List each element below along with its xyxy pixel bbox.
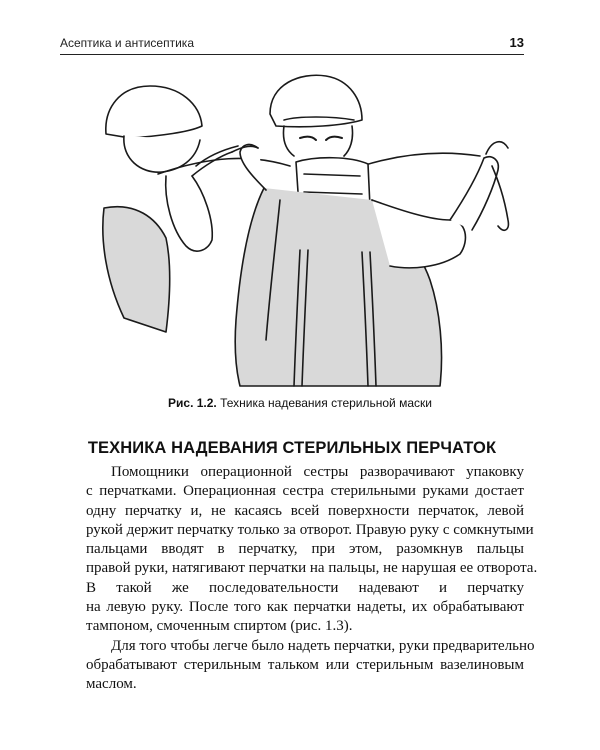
back-figure-face xyxy=(124,136,200,172)
back-figure-arm xyxy=(166,176,213,251)
body-text xyxy=(86,463,538,695)
text-line: маслом. xyxy=(86,676,137,693)
text-line: на левую руку. После того как перчатки надеты, их обрабатывают xyxy=(86,599,524,616)
caption-label: Рис. 1.2. xyxy=(168,396,217,410)
text-line: правой руки, натягивают перчатки на пальцы, не нарушая ее отворота. xyxy=(86,560,538,577)
left-arm xyxy=(240,145,266,190)
text-line: с перчатками. Операционная сестра стерильными руками достает xyxy=(86,483,524,500)
running-title: Асептика и антисептика xyxy=(60,36,194,50)
running-header xyxy=(60,34,524,55)
text-line: одну перчатку и, не касаясь всей поверхности перчаток, левой xyxy=(86,502,524,519)
back-figure-hand xyxy=(192,146,238,176)
text-line: обрабатывают стерильным тальком или стерильным вазелиновым xyxy=(86,656,524,673)
text-line: тампоном, смоченным спиртом (рис. 1.3). xyxy=(86,618,353,635)
text-line: Для того чтобы легче было надеть перчатки, руки предварительно xyxy=(111,637,535,654)
caption-text: Техника надевания стерильной маски xyxy=(216,396,432,410)
text-line: пальцами вводят в перчатку, при этом, разомкнув пальцы xyxy=(86,541,524,558)
text-line: Помощники операционной сестры разворачивают упаковку xyxy=(111,464,524,480)
text-line: В такой же последовательности надевают и перчатку xyxy=(86,579,524,596)
figure-caption xyxy=(0,396,600,410)
back-figure-body xyxy=(103,207,170,332)
figure-illustration xyxy=(100,70,520,388)
page-number: 13 xyxy=(509,35,524,50)
right-hand xyxy=(450,157,498,230)
section-heading: ТЕХНИКА НАДЕВАНИЯ СТЕРИЛЬНЫХ ПЕРЧАТОК xyxy=(87,439,497,457)
text-line: рукой держит перчатку только за отворот. Правую руку с сомкнутыми xyxy=(86,521,534,538)
back-figure-cap xyxy=(106,86,202,138)
front-figure-face xyxy=(283,126,352,156)
sterile-mask-illustration xyxy=(100,70,520,388)
